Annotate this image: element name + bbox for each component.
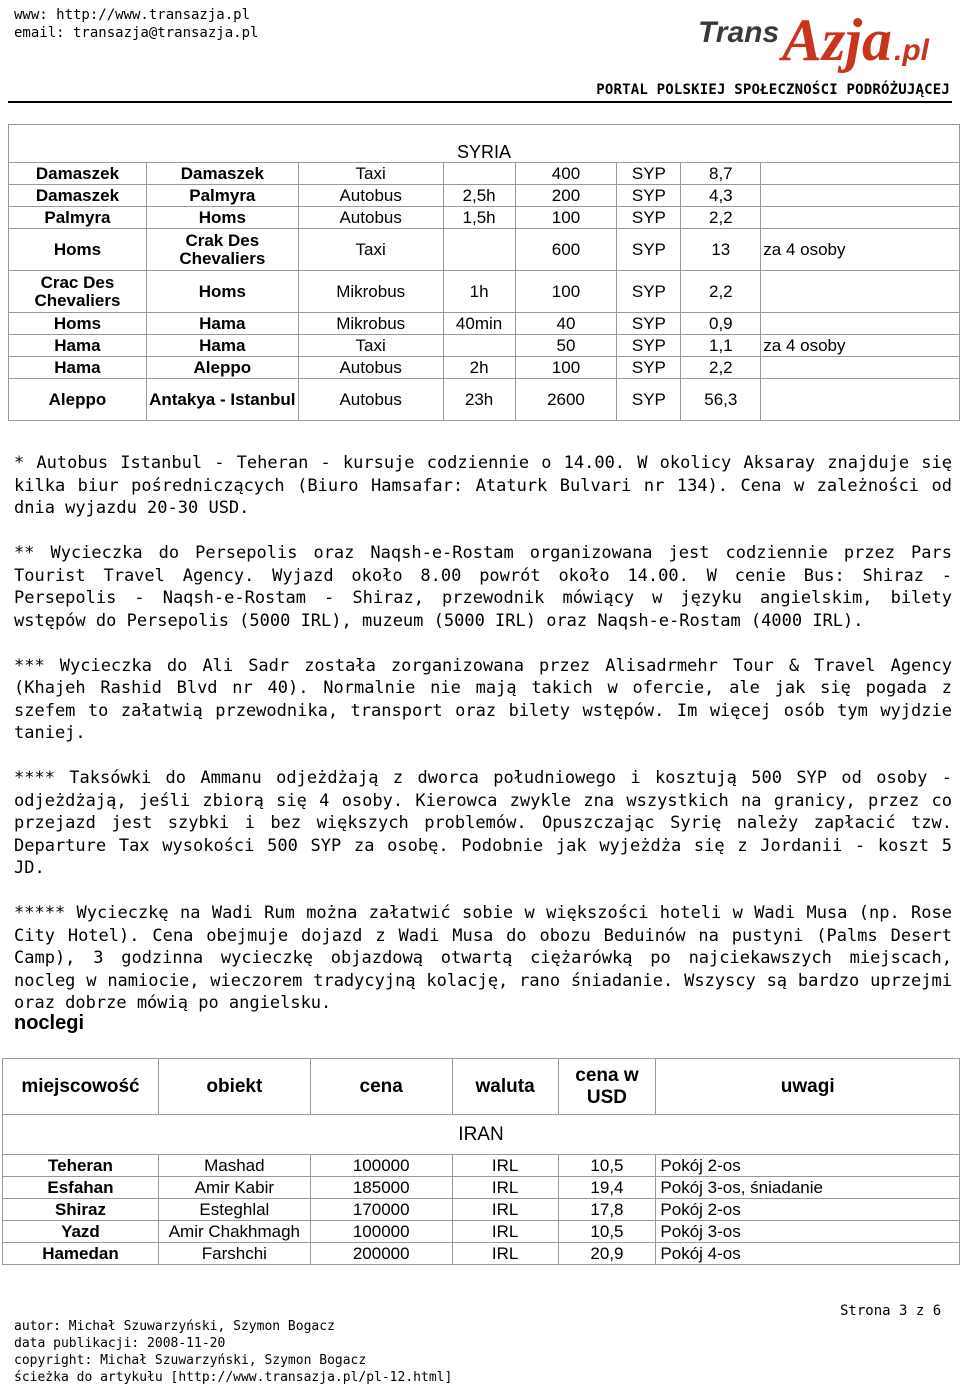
cell-price: 100 bbox=[515, 271, 617, 313]
cell-object: Esteghlal bbox=[158, 1199, 310, 1221]
cell-usd: 19,4 bbox=[558, 1177, 656, 1199]
cell-time bbox=[443, 229, 515, 271]
cell-usd: 4,3 bbox=[681, 185, 761, 207]
accommodation-table bbox=[2, 1058, 960, 1265]
cell-currency: SYP bbox=[617, 335, 681, 357]
cell-usd: 1,1 bbox=[681, 335, 761, 357]
column-header: waluta bbox=[452, 1059, 558, 1115]
cell-mode: Taxi bbox=[298, 335, 443, 357]
logo-pl-text: .pl bbox=[894, 34, 929, 67]
cell-currency: SYP bbox=[617, 229, 681, 271]
cell-currency: SYP bbox=[617, 357, 681, 379]
footer bbox=[14, 1318, 452, 1386]
table-row bbox=[9, 335, 960, 357]
cell-city: Yazd bbox=[3, 1221, 159, 1243]
cell-note: Pokój 2-os bbox=[656, 1199, 960, 1221]
table-row bbox=[3, 1199, 960, 1221]
cell-price: 40 bbox=[515, 313, 617, 335]
cell-mode: Autobus bbox=[298, 185, 443, 207]
email-link[interactable]: email: transazja@transazja.pl bbox=[14, 25, 259, 41]
cell-currency: IRL bbox=[452, 1221, 558, 1243]
cell-to: Crak Des Chevaliers bbox=[146, 229, 298, 271]
cell-object: Amir Chakhmagh bbox=[158, 1221, 310, 1243]
footnote: ** Wycieczka do Persepolis oraz Naqsh-e-Rostam organizowana jest codziennie przez Pars Tourist Travel Agency. Wyjazd około 8.00 powrót około 14.00. W cenie Bus: Shiraz - Persepolis - Naqsh-e-Rostam - Shiraz, przewodnik mówiący w języku angielskim, bilety wstępów do Persepolis (5000 IRL), muzeum (5000 IRL) oraz Naqsh-e-Rostam (4000 IRL). bbox=[14, 543, 952, 631]
table-row bbox=[9, 207, 960, 229]
cell-usd: 2,2 bbox=[681, 357, 761, 379]
footer-path-link[interactable]: ścieżka do artykułu [http://www.transazja.pl/pl-12.html] bbox=[14, 1370, 453, 1385]
cell-time: 40min bbox=[443, 313, 515, 335]
footer-date: data publikacji: 2008-11-20 bbox=[14, 1336, 226, 1351]
cell-usd: 56,3 bbox=[681, 379, 761, 421]
cell-time: 2h bbox=[443, 357, 515, 379]
cell-mode: Autobus bbox=[298, 357, 443, 379]
cell-price: 200000 bbox=[310, 1243, 452, 1265]
cell-from: Damaszek bbox=[9, 163, 147, 185]
cell-currency: IRL bbox=[452, 1155, 558, 1177]
cell-note bbox=[761, 357, 960, 379]
cell-city: Hamedan bbox=[3, 1243, 159, 1265]
cell-price: 185000 bbox=[310, 1177, 452, 1199]
cell-city: Shiraz bbox=[3, 1199, 159, 1221]
cell-usd: 8,7 bbox=[681, 163, 761, 185]
cell-currency: IRL bbox=[452, 1243, 558, 1265]
cell-to: Hama bbox=[146, 313, 298, 335]
cell-mode: Taxi bbox=[298, 229, 443, 271]
cell-note: Pokój 2-os bbox=[656, 1155, 960, 1177]
section-heading: noclegi bbox=[14, 1012, 85, 1034]
cell-from: Hama bbox=[9, 357, 147, 379]
cell-to: Hama bbox=[146, 335, 298, 357]
syria-rows bbox=[9, 163, 960, 421]
table-row bbox=[9, 271, 960, 313]
cell-to: Palmyra bbox=[146, 185, 298, 207]
cell-from: Hama bbox=[9, 335, 147, 357]
cell-time: 1,5h bbox=[443, 207, 515, 229]
table-title: SYRIA bbox=[9, 125, 960, 163]
hotel-rows bbox=[3, 1155, 960, 1265]
cell-note bbox=[761, 207, 960, 229]
cell-from: Homs bbox=[9, 313, 147, 335]
footnote: *** Wycieczka do Ali Sadr została zorganizowana przez Alisadrmehr Tour & Travel Agency (Khajeh Rashid Blvd nr 40). Normalnie nie mają takich w ofercie, ale jak się pogada z szefem to załatwią przewodnika, transport oraz bilety wstępów. Im więcej osób tym wyjdzie taniej. bbox=[14, 655, 952, 743]
footer-author: autor: Michał Szuwarzyński, Szymon Bogacz bbox=[14, 1319, 335, 1334]
footnote: ***** Wycieczkę na Wadi Rum można załatwić sobie w większości hoteli w Wadi Musa (np. Rose City Hotel). Cena obejmuje dojazd z Wadi Musa do obozu Beduinów na pustyni (Palms Desert Camp), 3 godzinna wycieczkę objazdową otwartą ciężarówką po najciekawszych miejscach, nocleg w namiocie, wieczorem tradycyjną kolację, rano śniadanie. Wszyscy są bardzo uprzejmi oraz dobrze mówią po angielsku. bbox=[14, 903, 952, 1013]
column-header: obiekt bbox=[158, 1059, 310, 1115]
cell-mode: Autobus bbox=[298, 207, 443, 229]
cell-object: Amir Kabir bbox=[158, 1177, 310, 1199]
cell-city: Teheran bbox=[3, 1155, 159, 1177]
cell-price: 100000 bbox=[310, 1155, 452, 1177]
cell-price: 50 bbox=[515, 335, 617, 357]
cell-to: Homs bbox=[146, 271, 298, 313]
cell-note bbox=[761, 313, 960, 335]
cell-usd: 2,2 bbox=[681, 207, 761, 229]
cell-currency: SYP bbox=[617, 379, 681, 421]
cell-note bbox=[761, 379, 960, 421]
cell-usd: 10,5 bbox=[558, 1155, 656, 1177]
cell-time: 2,5h bbox=[443, 185, 515, 207]
cell-note bbox=[761, 163, 960, 185]
cell-price: 100000 bbox=[310, 1221, 452, 1243]
cell-usd: 13 bbox=[681, 229, 761, 271]
cell-mode: Taxi bbox=[298, 163, 443, 185]
column-header: miejscowość bbox=[3, 1059, 159, 1115]
cell-object: Farshchi bbox=[158, 1243, 310, 1265]
cell-price: 170000 bbox=[310, 1199, 452, 1221]
table-row bbox=[9, 357, 960, 379]
cell-price: 100 bbox=[515, 207, 617, 229]
cell-city: Esfahan bbox=[3, 1177, 159, 1199]
footer-copyright: copyright: Michał Szuwarzyński, Szymon Bogacz bbox=[14, 1353, 367, 1368]
cell-currency: IRL bbox=[452, 1177, 558, 1199]
header-contact bbox=[14, 6, 258, 42]
cell-to: Homs bbox=[146, 207, 298, 229]
table-row bbox=[3, 1243, 960, 1265]
cell-usd: 20,9 bbox=[558, 1243, 656, 1265]
cell-to: Antakya - Istanbul bbox=[146, 379, 298, 421]
cell-usd: 2,2 bbox=[681, 271, 761, 313]
cell-from: Aleppo bbox=[9, 379, 147, 421]
table-row bbox=[3, 1221, 960, 1243]
cell-price: 600 bbox=[515, 229, 617, 271]
cell-from: Homs bbox=[9, 229, 147, 271]
portal-tagline: PORTAL POLSKIEJ SPOŁECZNOŚCI PODRÓŻUJĄCEJ bbox=[596, 82, 950, 98]
column-header: cena w USD bbox=[558, 1059, 656, 1115]
cell-mode: Mikrobus bbox=[298, 271, 443, 313]
table-row bbox=[3, 1177, 960, 1199]
table-header-row bbox=[3, 1059, 960, 1115]
cell-note: Pokój 3-os bbox=[656, 1221, 960, 1243]
cell-currency: SYP bbox=[617, 207, 681, 229]
footnotes bbox=[14, 452, 952, 1037]
cell-currency: SYP bbox=[617, 163, 681, 185]
cell-price: 2600 bbox=[515, 379, 617, 421]
column-header: uwagi bbox=[656, 1059, 960, 1115]
cell-note: Pokój 3-os, śniadanie bbox=[656, 1177, 960, 1199]
syria-transport-table bbox=[8, 124, 960, 421]
table-row bbox=[3, 1155, 960, 1177]
cell-usd: 10,5 bbox=[558, 1221, 656, 1243]
cell-to: Aleppo bbox=[146, 357, 298, 379]
table-row bbox=[9, 163, 960, 185]
logo-azja-text: Azja bbox=[782, 7, 893, 73]
table-row bbox=[9, 185, 960, 207]
cell-currency: SYP bbox=[617, 185, 681, 207]
cell-note bbox=[761, 185, 960, 207]
header-divider bbox=[8, 101, 952, 103]
cell-from: Crac Des Chevaliers bbox=[9, 271, 147, 313]
cell-currency: SYP bbox=[617, 271, 681, 313]
cell-note bbox=[761, 271, 960, 313]
cell-usd: 0,9 bbox=[681, 313, 761, 335]
cell-time bbox=[443, 335, 515, 357]
cell-time bbox=[443, 163, 515, 185]
cell-from: Damaszek bbox=[9, 185, 147, 207]
transazja-logo[interactable] bbox=[690, 4, 950, 74]
table-row bbox=[9, 229, 960, 271]
cell-usd: 17,8 bbox=[558, 1199, 656, 1221]
cell-time: 23h bbox=[443, 379, 515, 421]
cell-object: Mashad bbox=[158, 1155, 310, 1177]
section-row: IRAN bbox=[3, 1115, 960, 1155]
cell-price: 200 bbox=[515, 185, 617, 207]
footnote: **** Taksówki do Ammanu odjeżdżają z dworca południowego i kosztują 500 SYP od osoby - odjeżdżają, jeśli zbiorą się 4 osoby. Kierowca zwykle zna wszystkich na granicy, przez co przejazd jest szybki i bez większych problemów. Opuszczając Syrię należy zapłacić tzw. Departure Tax wysokości 500 SYP za osobę. Podobnie jak wyjeżdża się z Jordanii - koszt 5 JD. bbox=[14, 768, 952, 878]
cell-mode: Autobus bbox=[298, 379, 443, 421]
cell-to: Damaszek bbox=[146, 163, 298, 185]
cell-price: 400 bbox=[515, 163, 617, 185]
cell-from: Palmyra bbox=[9, 207, 147, 229]
cell-note: za 4 osoby bbox=[761, 335, 960, 357]
table-row bbox=[9, 313, 960, 335]
cell-note: za 4 osoby bbox=[761, 229, 960, 271]
logo-trans-text: Trans bbox=[698, 16, 780, 49]
table-row bbox=[9, 379, 960, 421]
website-link[interactable]: www: http://www.transazja.pl bbox=[14, 7, 251, 23]
column-header: cena bbox=[310, 1059, 452, 1115]
cell-note: Pokój 4-os bbox=[656, 1243, 960, 1265]
cell-time: 1h bbox=[443, 271, 515, 313]
cell-mode: Mikrobus bbox=[298, 313, 443, 335]
cell-currency: SYP bbox=[617, 313, 681, 335]
page-number: Strona 3 z 6 bbox=[840, 1303, 942, 1319]
footnote: * Autobus Istanbul - Teheran - kursuje codziennie o 14.00. W okolicy Aksaray znajduje się kilka biur pośredniczących (Biuro Hamsafar: Ataturk Bulvari nr 134). Cena w zależności od dnia wyjazdu 20-30 USD. bbox=[14, 453, 952, 518]
cell-currency: IRL bbox=[452, 1199, 558, 1221]
cell-price: 100 bbox=[515, 357, 617, 379]
